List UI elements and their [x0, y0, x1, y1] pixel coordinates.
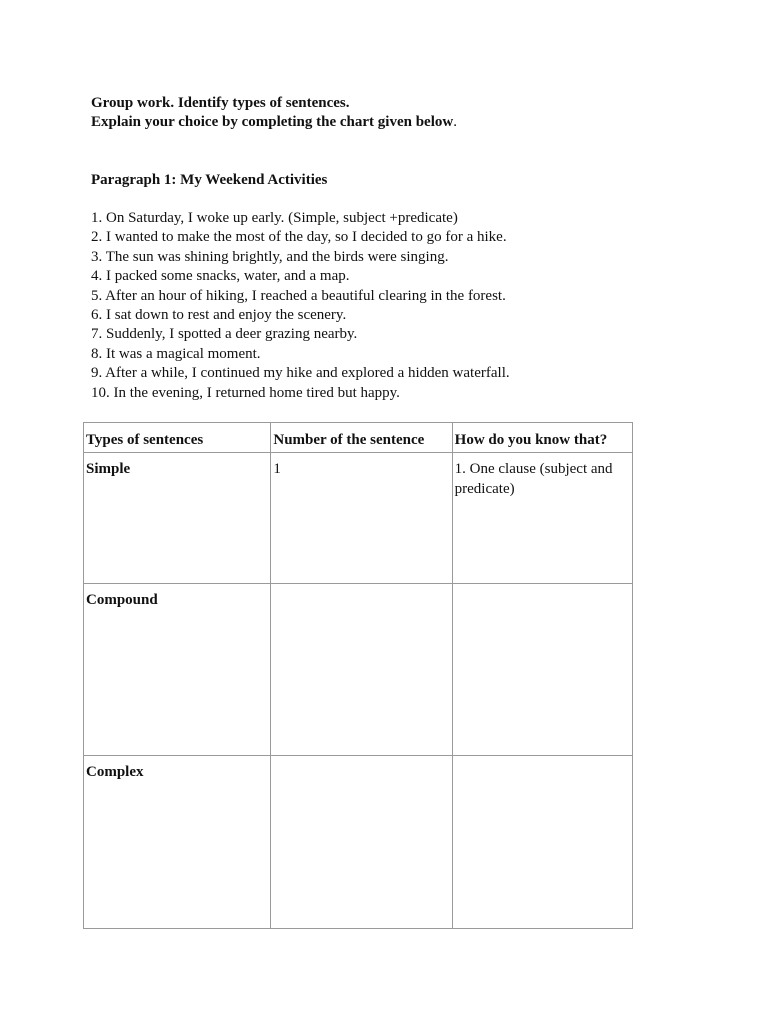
sentence-item: 7. Suddenly, I spotted a deer grazing nearby.: [91, 326, 358, 343]
paragraph-title: Paragraph 1: My Weekend Activities: [91, 172, 328, 188]
header-types-of-sentences: Types of sentences: [84, 423, 271, 453]
sentence-item: 3. The sun was shining brightly, and the birds were singing.: [91, 248, 449, 265]
type-cell-complex: Complex: [84, 756, 271, 929]
instruction-line-2-text: Explain your choice by completing the chart given below: [91, 114, 454, 130]
number-cell-simple[interactable]: 1: [271, 453, 452, 584]
sentence-item: 1. On Saturday, I woke up early. (Simple, subject +predicate): [91, 210, 458, 226]
header-how-do-you-know: How do you know that?: [452, 423, 632, 453]
instructions: [91, 94, 457, 132]
sentence-types-chart: [83, 422, 633, 929]
instruction-line-2-period: .: [453, 114, 457, 130]
sentence-item: 2. I wanted to make the most of the day, so I decided to go for a hike.: [91, 229, 507, 246]
chart-header-row: [84, 423, 633, 453]
number-cell-complex[interactable]: [271, 756, 452, 929]
sentence-item: 5. After an hour of hiking, I reached a beautiful clearing in the forest.: [91, 287, 506, 304]
chart-row-compound: [84, 584, 633, 756]
sentence-item: 10. In the evening, I returned home tired but happy.: [91, 384, 400, 401]
number-cell-compound[interactable]: [271, 584, 452, 756]
sentence-list: [91, 209, 510, 403]
type-cell-simple: Simple: [84, 453, 271, 584]
sentence-item: 4. I packed some snacks, water, and a map.: [91, 268, 350, 285]
sentence-item: 8. It was a magical moment.: [91, 345, 261, 362]
type-cell-compound: Compound: [84, 584, 271, 756]
sentence-item: 6. I sat down to rest and enjoy the scenery.: [91, 307, 347, 324]
reason-cell-compound[interactable]: [452, 584, 632, 756]
sentence-item: 9. After a while, I continued my hike and explored a hidden waterfall.: [91, 365, 510, 382]
reason-cell-simple[interactable]: 1. One clause (subject and predicate): [452, 453, 632, 584]
chart-row-complex: [84, 756, 633, 929]
chart-row-simple: [84, 453, 633, 584]
header-number-of-sentence: Number of the sentence: [271, 423, 452, 453]
reason-cell-complex[interactable]: [452, 756, 632, 929]
instruction-line-2: [91, 113, 457, 132]
instruction-line-1: Group work. Identify types of sentences.: [91, 95, 350, 111]
